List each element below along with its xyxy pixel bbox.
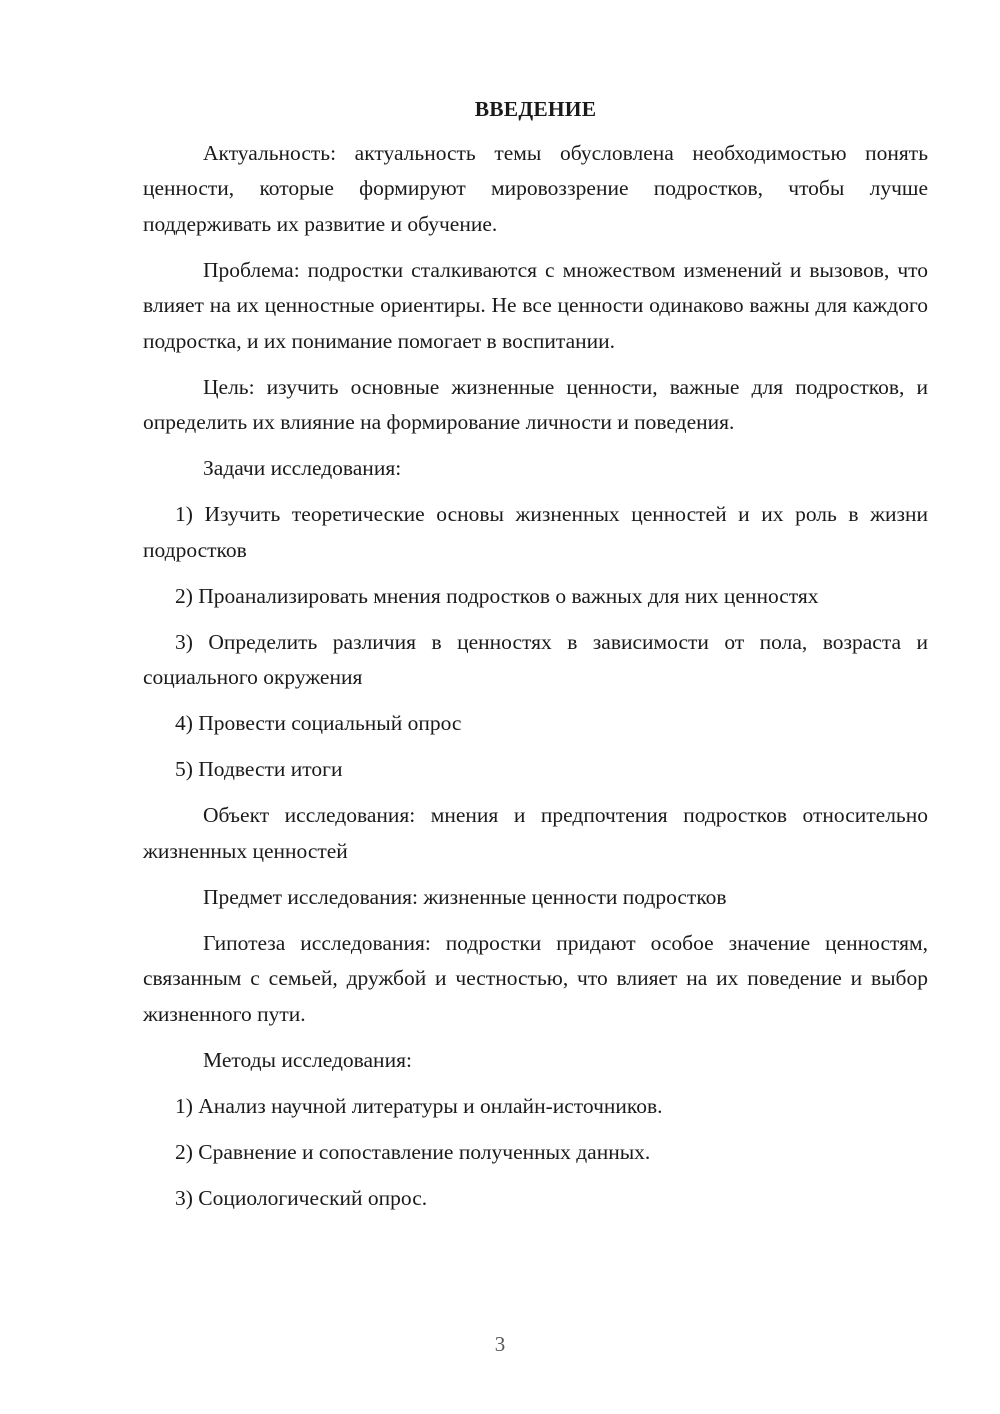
methods-heading: Методы исследования:: [203, 1047, 412, 1072]
tasks-heading: Задачи исследования:: [203, 456, 402, 480]
hypothesis-paragraph: Гипотеза исследования: подростки придают особое значение ценностям, связанным с семьей, дружбой и честностью, что влияет на их поведение и выбор жизненного пути.: [143, 930, 928, 1026]
subject-paragraph: Предмет исследования: жизненные ценности подростков: [203, 884, 727, 909]
problem-paragraph: Проблема: подростки сталкиваются с множеством изменений и вызовов, что влияет на их ценностные ориентиры. Не все ценности одинаково важны для каждого подростка, и их понимание помогает в воспитании.: [143, 257, 928, 353]
task-item: 5) Подвести итоги: [175, 757, 343, 781]
task-item: 2) Проанализировать мнения подростков о важных для них ценностях: [175, 583, 819, 608]
method-item: 2) Сравнение и сопоставление полученных данных.: [175, 1139, 651, 1164]
goal-paragraph: Цель: изучить основные жизненные ценности, важные для подростков, и определить их влияние на формирование личности и поведения.: [143, 374, 928, 434]
task-item: 3) Определить различия в ценностях в зависимости от пола, возраста и социального окружения: [143, 629, 928, 689]
task-item: 1) Изучить теоретические основы жизненных ценностей и их роль в жизни подростков: [143, 502, 928, 562]
method-item: 3) Социологический опрос.: [175, 1185, 428, 1210]
relevance-paragraph: Актуальность: актуальность темы обусловлена необходимостью понять ценности, которые формируют мировоззрение подростков, чтобы лучше поддерживать их развитие и обучение.: [143, 140, 928, 236]
page-number: 3: [494, 1332, 506, 1356]
object-paragraph: Объект исследования: мнения и предпочтения подростков относительно жизненных ценностей: [143, 803, 928, 863]
task-item: 4) Провести социальный опрос: [175, 711, 462, 735]
method-item: 1) Анализ научной литературы и онлайн-источников.: [175, 1093, 663, 1118]
section-title: ВВЕДЕНИЕ: [474, 97, 597, 121]
document-page: [143, 92, 928, 1227]
